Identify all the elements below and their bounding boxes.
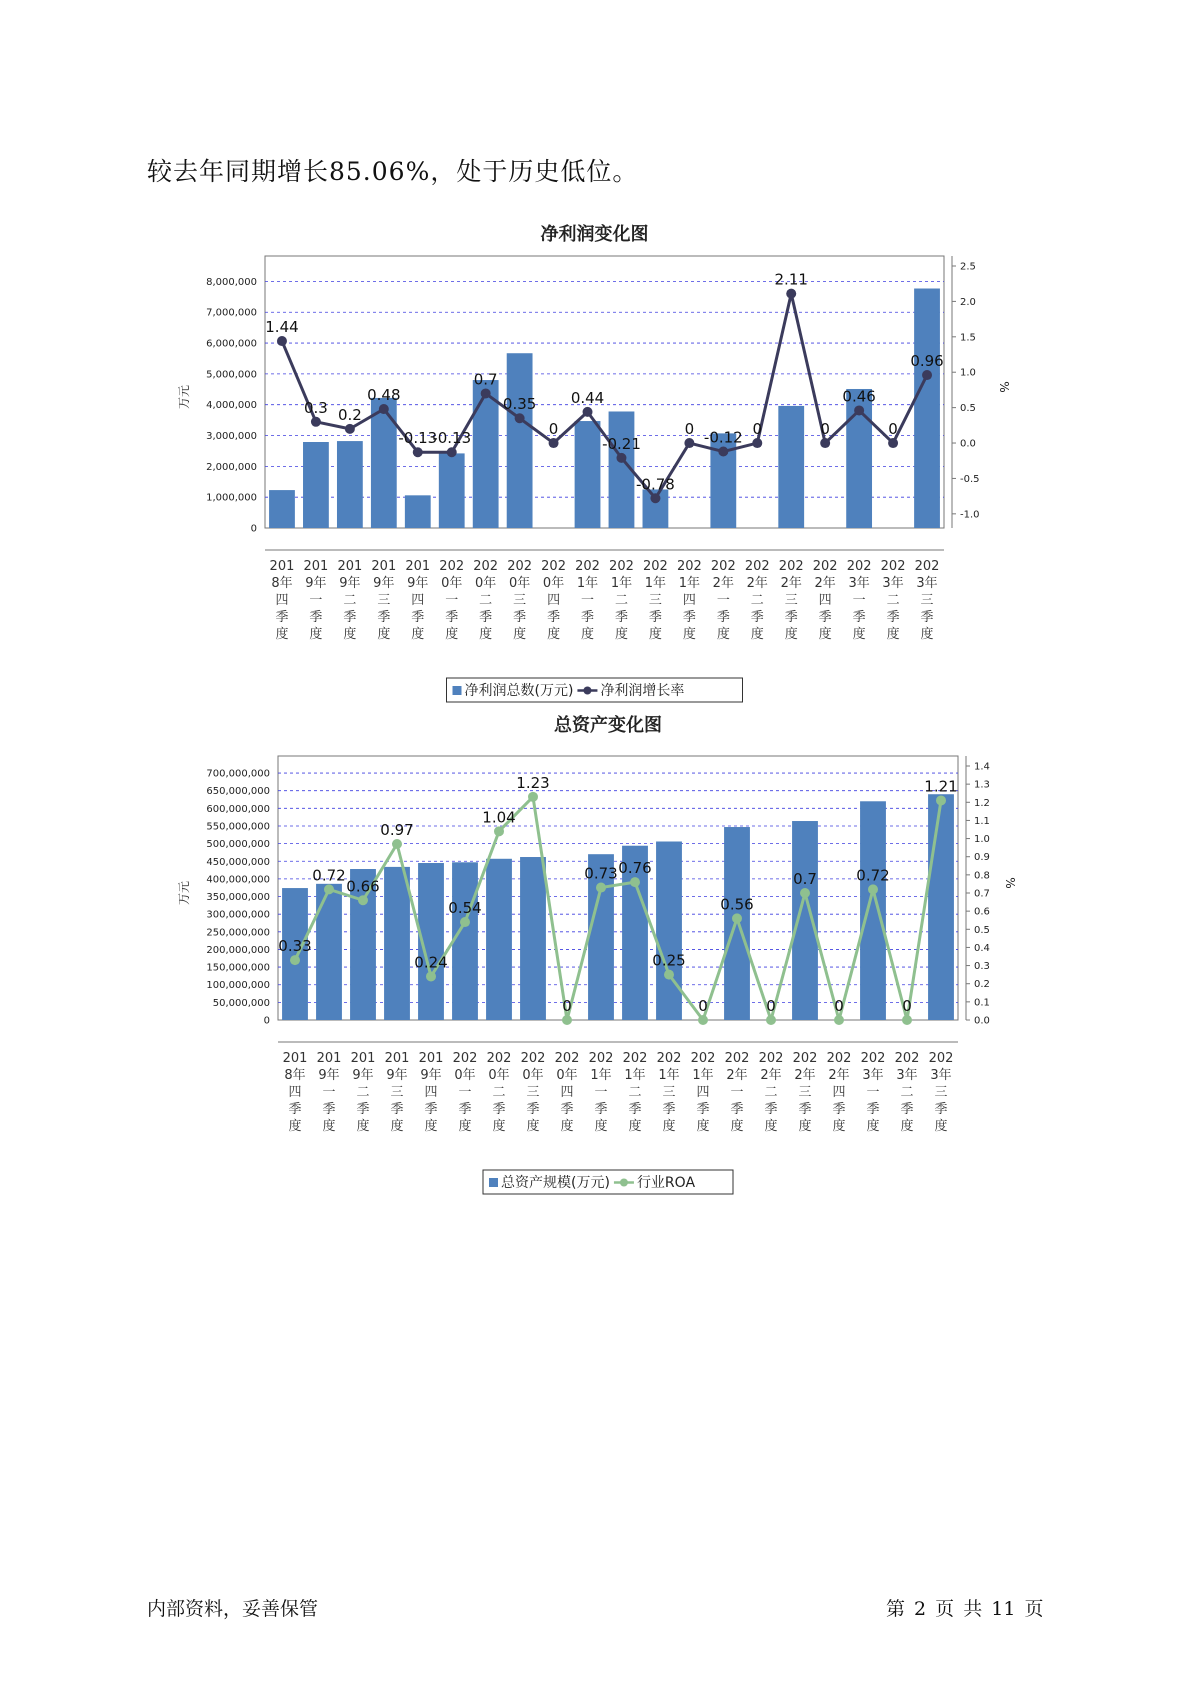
- bar: [316, 884, 342, 1020]
- y-tick-label: 250,000,000: [206, 927, 270, 939]
- y2-tick-label: -0.5: [960, 473, 980, 485]
- legend-bar-label: 总资产规模(万元): [501, 1175, 610, 1191]
- x-tick-label: 201 9年二季度: [350, 1051, 376, 1134]
- bar: [928, 794, 954, 1020]
- y2-tick-label: 0.5: [960, 403, 976, 415]
- x-tick-label: 202 2年二季度: [744, 559, 770, 642]
- y-axis-label: 万元: [177, 384, 191, 410]
- bar: [269, 490, 295, 528]
- y2-tick-label: 1.1: [974, 815, 990, 827]
- x-tick-label: 202 0年二季度: [473, 559, 499, 642]
- data-label: -0.21: [602, 434, 641, 453]
- x-tick-label: 202 3年一季度: [860, 1051, 886, 1134]
- x-tick-label: 202 1年三季度: [643, 559, 668, 642]
- line-point: [494, 826, 504, 836]
- y-tick-label: 0: [263, 1015, 270, 1027]
- line-point: [684, 438, 694, 448]
- y-tick-label: 50,000,000: [212, 997, 270, 1009]
- x-tick-label: 202 3年二季度: [894, 1051, 920, 1134]
- net-profit-chart: [0, 210, 1191, 699]
- line-point: [854, 405, 864, 415]
- x-tick-label: 202 1年一季度: [575, 559, 600, 642]
- bar: [575, 421, 601, 528]
- data-label: 0.35: [502, 395, 537, 414]
- line-point: [902, 1015, 912, 1025]
- line-point: [820, 438, 830, 448]
- legend-line-marker: [620, 1179, 628, 1187]
- bar: [486, 859, 512, 1020]
- line-point: [868, 884, 878, 894]
- line-point: [718, 447, 728, 457]
- y2-tick-label: 0.0: [974, 1015, 990, 1027]
- line-point: [290, 955, 300, 965]
- y2-tick-label: 1.0: [974, 834, 990, 846]
- data-label: 0: [698, 997, 708, 1015]
- bar: [405, 495, 431, 528]
- legend-line-marker: [583, 687, 591, 695]
- x-tick-label: 202 1年三季度: [656, 1051, 682, 1134]
- y2-tick-label: 0.8: [974, 870, 990, 882]
- data-label: 0: [548, 420, 559, 439]
- data-label: 0: [752, 420, 763, 439]
- data-label: 1.04: [482, 808, 516, 827]
- data-label: 0.96: [910, 352, 944, 371]
- legend-bar-swatch: [489, 1178, 498, 1187]
- y-tick-label: 8,000,000: [206, 276, 257, 288]
- y2-tick-label: 0.5: [974, 924, 990, 936]
- line-point: [413, 447, 423, 457]
- y2-tick-label: 1.4: [974, 761, 990, 773]
- data-label: 0.72: [312, 866, 346, 885]
- y-tick-label: 350,000,000: [206, 892, 270, 904]
- data-label: 0.48: [367, 386, 401, 405]
- data-label: -0.12: [703, 428, 743, 447]
- data-label: 0.73: [584, 864, 618, 883]
- data-label: 0: [902, 997, 912, 1015]
- data-label: 0.54: [448, 899, 482, 918]
- y-tick-label: 550,000,000: [206, 821, 270, 833]
- data-label: -0.13: [432, 429, 472, 448]
- line-point: [358, 895, 368, 905]
- y2-tick-label: 0.9: [974, 852, 990, 864]
- bar: [303, 442, 329, 528]
- line-point: [392, 839, 402, 849]
- data-label: 0.24: [414, 953, 448, 972]
- y-axis-label: 万元: [177, 880, 191, 906]
- y2-tick-label: -1.0: [960, 509, 980, 521]
- y-tick-label: 1,000,000: [206, 492, 257, 504]
- bar: [860, 801, 886, 1020]
- y-tick-label: 500,000,000: [206, 839, 270, 851]
- y2-tick-label: 2.0: [960, 296, 976, 308]
- bar: [337, 441, 363, 528]
- data-label: 1.44: [265, 318, 299, 337]
- x-tick-label: 202 2年一季度: [710, 559, 736, 642]
- x-tick-label: 202 0年三季度: [520, 1051, 546, 1134]
- data-label: 0.46: [842, 387, 876, 406]
- y-tick-label: 7,000,000: [206, 307, 257, 319]
- bar: [439, 453, 465, 528]
- y2-tick-label: 0.6: [974, 906, 990, 918]
- data-label: 0.2: [337, 405, 362, 424]
- y2-axis-label: %: [1003, 877, 1017, 889]
- x-tick-label: 201 9年三季度: [371, 559, 397, 642]
- line-point: [888, 438, 898, 448]
- data-label: 0.66: [346, 877, 380, 896]
- bar: [656, 841, 682, 1020]
- x-tick-label: 201 9年一季度: [303, 559, 329, 642]
- y2-tick-label: 2.5: [960, 261, 976, 273]
- x-tick-label: 202 3年一季度: [846, 559, 872, 642]
- data-label: 2.11: [774, 270, 808, 289]
- x-tick-label: 202 0年一季度: [452, 1051, 478, 1134]
- line-point: [800, 888, 810, 898]
- chart-title: 总资产变化图: [554, 715, 662, 736]
- data-label: 0.7: [473, 370, 498, 389]
- data-label: 1.23: [516, 773, 550, 792]
- line-point: [766, 1015, 776, 1025]
- y2-tick-label: 1.3: [974, 779, 990, 791]
- bar: [452, 862, 478, 1020]
- line-point: [345, 424, 355, 434]
- line-point: [583, 407, 593, 417]
- data-label: 0: [820, 420, 830, 439]
- y-tick-label: 4,000,000: [206, 400, 257, 412]
- line-point: [732, 913, 742, 923]
- bar: [778, 406, 804, 528]
- x-tick-label: 201 9年二季度: [337, 559, 363, 642]
- y-tick-label: 6,000,000: [206, 338, 257, 350]
- y2-tick-label: 1.5: [960, 332, 976, 344]
- data-label: 0.33: [278, 937, 312, 956]
- data-label: 0: [766, 997, 776, 1015]
- data-label: 0.3: [303, 398, 328, 417]
- data-label: 0.76: [618, 859, 652, 878]
- y2-axis-label: %: [997, 381, 1011, 393]
- x-tick-label: 201 9年四季度: [405, 559, 431, 642]
- data-label: -0.13: [398, 429, 438, 448]
- y2-tick-label: 0.2: [974, 979, 990, 991]
- line-point: [481, 388, 491, 398]
- x-tick-label: 202 1年一季度: [588, 1051, 614, 1134]
- x-tick-label: 202 1年二季度: [609, 559, 634, 642]
- line-point: [277, 336, 287, 346]
- y2-tick-label: 1.0: [960, 367, 976, 379]
- line-point: [786, 289, 796, 299]
- x-tick-label: 202 0年四季度: [541, 559, 566, 642]
- line-point: [447, 447, 457, 457]
- bar: [914, 289, 940, 528]
- x-tick-label: 202 3年二季度: [880, 559, 906, 642]
- x-tick-label: 202 2年四季度: [812, 559, 838, 642]
- data-label: 0.44: [570, 388, 605, 407]
- plot-area: [278, 756, 958, 1020]
- line-point: [664, 970, 674, 980]
- footer-confidential: 内部资料，妥善保管: [147, 1598, 319, 1620]
- y-tick-label: 3,000,000: [206, 431, 257, 443]
- x-tick-label: 201 9年三季度: [384, 1051, 410, 1134]
- x-tick-label: 202 3年三季度: [928, 1051, 954, 1134]
- footer-page-number: 第 2 页 共 11 页: [886, 1598, 1044, 1620]
- line-point: [460, 917, 470, 927]
- y-tick-label: 700,000,000: [206, 768, 270, 780]
- y-tick-label: 450,000,000: [206, 856, 270, 868]
- bar: [724, 827, 750, 1020]
- line-point: [528, 792, 538, 802]
- bar: [792, 821, 818, 1020]
- x-tick-label: 202 2年四季度: [826, 1051, 852, 1134]
- line-point: [379, 404, 389, 414]
- line-point: [936, 795, 946, 805]
- y-tick-label: 0: [250, 523, 257, 535]
- data-label: 0.97: [380, 821, 414, 840]
- bar: [384, 867, 410, 1020]
- line-point: [515, 413, 525, 423]
- data-label: 0: [684, 420, 695, 439]
- y-tick-label: 400,000,000: [206, 874, 270, 886]
- y-tick-label: 5,000,000: [206, 369, 257, 381]
- bar: [520, 857, 546, 1020]
- bar: [371, 398, 397, 528]
- line-point: [922, 370, 932, 380]
- x-tick-label: 202 2年三季度: [778, 559, 804, 642]
- y-tick-label: 300,000,000: [206, 909, 270, 921]
- chart-title: 净利润变化图: [540, 224, 649, 245]
- x-tick-label: 201 8年四季度: [269, 559, 295, 642]
- y2-tick-label: 0.1: [974, 997, 990, 1009]
- data-label: 0: [562, 997, 572, 1015]
- bar: [507, 353, 533, 528]
- x-tick-label: 202 1年二季度: [622, 1051, 648, 1134]
- total-assets-chart: [0, 708, 1191, 1191]
- y-tick-label: 650,000,000: [206, 786, 270, 798]
- y2-tick-label: 0.7: [974, 888, 990, 900]
- line-point: [426, 971, 436, 981]
- y-tick-label: 2,000,000: [206, 461, 257, 473]
- x-tick-label: 202 1年四季度: [676, 559, 702, 642]
- data-label: 0.56: [720, 895, 754, 914]
- y2-tick-label: 0.4: [974, 942, 990, 954]
- bar: [473, 380, 499, 528]
- line-point: [698, 1015, 708, 1025]
- line-point: [834, 1015, 844, 1025]
- x-tick-label: 202 0年四季度: [554, 1051, 580, 1134]
- x-tick-label: 202 0年二季度: [486, 1051, 512, 1134]
- x-tick-label: 202 2年三季度: [792, 1051, 818, 1134]
- x-tick-label: 202 2年一季度: [724, 1051, 750, 1134]
- data-label: 0: [888, 420, 898, 439]
- body-paragraph: 较去年同期增长85.06%，处于历史低位。: [147, 157, 639, 186]
- y-tick-label: 600,000,000: [206, 803, 270, 815]
- y-tick-label: 200,000,000: [206, 944, 270, 956]
- line-point: [616, 453, 626, 463]
- line-point: [324, 884, 334, 894]
- x-tick-label: 202 0年一季度: [439, 559, 465, 642]
- line-point: [311, 417, 321, 427]
- x-tick-label: 202 1年四季度: [690, 1051, 716, 1134]
- line-point: [596, 883, 606, 893]
- data-label: 0.25: [652, 951, 686, 970]
- line-point: [562, 1015, 572, 1025]
- line-point: [630, 877, 640, 887]
- y2-tick-label: 1.2: [974, 797, 990, 809]
- y-tick-label: 150,000,000: [206, 962, 270, 974]
- x-tick-label: 201 9年四季度: [418, 1051, 444, 1134]
- x-tick-label: 202 3年三季度: [914, 559, 940, 642]
- data-label: 0.72: [856, 866, 890, 885]
- x-tick-label: 201 8年四季度: [282, 1051, 308, 1134]
- legend-line-label: 行业ROA: [636, 1175, 696, 1191]
- x-tick-label: 202 2年二季度: [758, 1051, 784, 1134]
- legend-line-label: 净利润增长率: [600, 683, 685, 699]
- line-point: [650, 493, 660, 503]
- data-label: 0.7: [793, 870, 817, 888]
- data-label: 1.21: [924, 777, 958, 796]
- data-label: 0: [834, 997, 844, 1015]
- line-point: [752, 438, 762, 448]
- line-point: [549, 438, 559, 448]
- y2-tick-label: 0.0: [960, 438, 976, 450]
- data-label: -0.78: [636, 475, 675, 494]
- y-tick-label: 100,000,000: [206, 980, 270, 992]
- x-tick-label: 201 9年一季度: [316, 1051, 342, 1134]
- legend-bar-swatch: [453, 686, 462, 695]
- x-tick-label: 202 0年三季度: [507, 559, 533, 642]
- legend-bar-label: 净利润总数(万元): [464, 683, 574, 699]
- y2-tick-label: 0.3: [974, 961, 990, 973]
